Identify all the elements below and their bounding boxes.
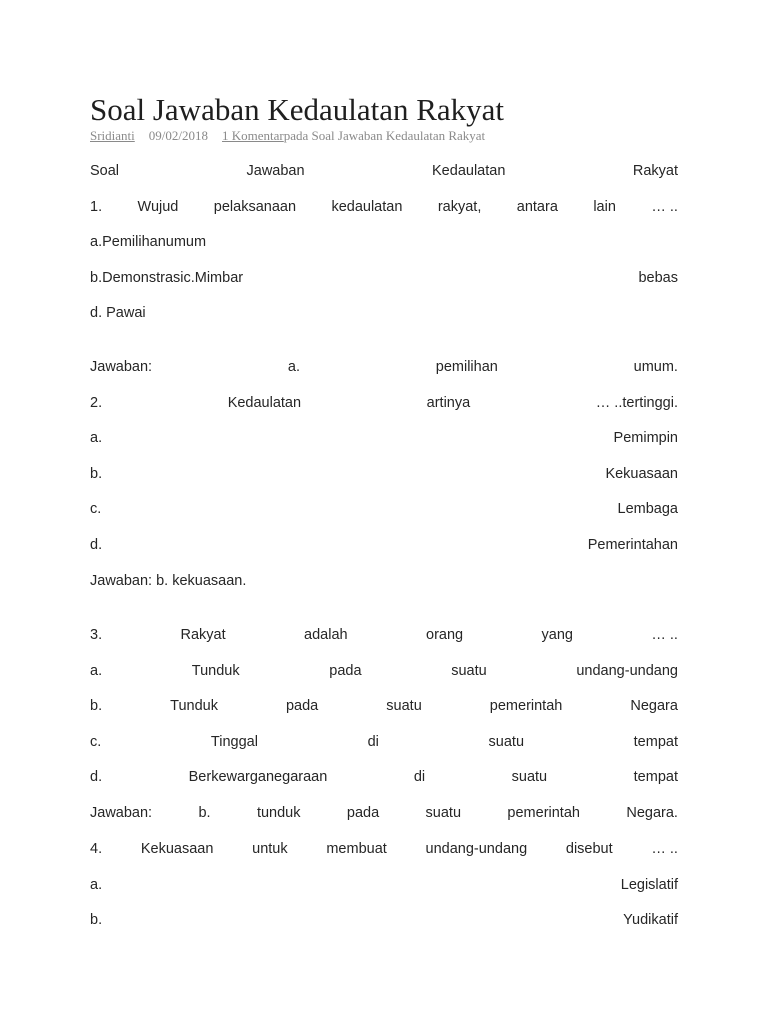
word: Tunduk xyxy=(170,698,218,714)
text-line xyxy=(90,572,678,590)
text-line xyxy=(90,233,678,251)
text-line xyxy=(90,733,678,751)
word: b.Demonstrasic.Mimbar xyxy=(90,270,244,286)
word: Kedaulatan xyxy=(432,163,506,179)
word: … .. xyxy=(651,199,678,215)
word: 4. xyxy=(90,841,103,857)
article-title: Soal Jawaban Kedaulatan Rakyat xyxy=(90,92,505,127)
word: di xyxy=(367,734,379,750)
word: umum. xyxy=(633,359,678,375)
word: pemerintah xyxy=(507,805,580,821)
text-line xyxy=(90,876,678,894)
word: disebut xyxy=(565,841,613,857)
word: Rakyat xyxy=(632,163,678,179)
word: Kekuasaan xyxy=(140,841,214,857)
word: Soal xyxy=(90,163,120,179)
text-line xyxy=(90,394,678,412)
word: b. xyxy=(90,466,103,482)
word: d. Pawai xyxy=(90,305,146,321)
text-line xyxy=(90,304,678,322)
word: Jawaban: b. kekuasaan. xyxy=(90,573,247,589)
word: Negara xyxy=(630,698,678,714)
word: d. xyxy=(90,769,103,785)
word: suatu xyxy=(488,734,525,750)
word: a. xyxy=(90,430,103,446)
word: a.Pemilihanumum xyxy=(90,234,207,250)
text-line xyxy=(90,500,678,518)
word: Wujud xyxy=(137,199,179,215)
word: Lembaga xyxy=(617,501,678,517)
text-line xyxy=(90,162,678,180)
post-date: 09/02/2018 xyxy=(148,128,209,143)
word: undang-undang xyxy=(425,841,528,857)
word: pada xyxy=(285,698,319,714)
word: suatu xyxy=(511,769,548,785)
text-line xyxy=(90,840,678,858)
text-line xyxy=(90,536,678,554)
word: b. xyxy=(90,698,103,714)
word: Kekuasaan xyxy=(605,466,678,482)
word: 2. xyxy=(90,395,103,411)
word: tempat xyxy=(633,769,678,785)
word: kedaulatan xyxy=(331,199,403,215)
word: orang xyxy=(426,627,464,643)
word: a. xyxy=(90,877,103,893)
word: pada xyxy=(346,805,380,821)
text-line xyxy=(90,198,678,216)
text-line xyxy=(90,662,678,680)
word: lain xyxy=(593,199,616,215)
word: antara xyxy=(516,199,558,215)
comments-link[interactable]: 1 Komentar xyxy=(222,128,284,143)
text-line xyxy=(90,429,678,447)
word: bebas xyxy=(638,270,678,286)
word: Berkewarganegaraan xyxy=(188,769,328,785)
word: a. xyxy=(90,663,103,679)
word: Rakyat xyxy=(180,627,226,643)
word: rakyat, xyxy=(437,199,482,215)
word: Jawaban: xyxy=(90,359,153,375)
word: suatu xyxy=(451,663,487,679)
word: 3. xyxy=(90,627,103,643)
word: Yudikatif xyxy=(623,912,678,928)
word: pelaksanaan xyxy=(213,199,297,215)
word: a. xyxy=(287,359,300,375)
text-line xyxy=(90,465,678,483)
word: d. xyxy=(90,537,103,553)
word: Kedaulatan xyxy=(227,395,302,411)
word: Tinggal xyxy=(210,734,258,750)
text-line xyxy=(90,358,678,376)
word: Legislatif xyxy=(620,877,678,893)
text-line xyxy=(90,804,678,822)
word: artinya xyxy=(426,395,471,411)
article-meta xyxy=(90,128,485,144)
word: Jawaban xyxy=(246,163,305,179)
text-line xyxy=(90,911,678,929)
text-line xyxy=(90,768,678,786)
word: Jawaban: xyxy=(90,805,153,821)
word: Pemerintahan xyxy=(587,537,678,553)
word: suatu xyxy=(386,698,422,714)
word: … .. xyxy=(651,841,678,857)
word: … ..tertinggi. xyxy=(595,395,678,411)
word: di xyxy=(413,769,426,785)
word: c. xyxy=(90,501,102,517)
word: c. xyxy=(90,734,102,750)
word: suatu xyxy=(425,805,462,821)
word: … .. xyxy=(651,627,678,643)
word: tunduk xyxy=(256,805,301,821)
word: pemerintah xyxy=(489,698,563,714)
word: tempat xyxy=(633,734,678,750)
text-line xyxy=(90,697,678,715)
author-link[interactable]: Sridianti xyxy=(90,128,135,143)
word: b. xyxy=(90,912,103,928)
word: adalah xyxy=(304,627,348,643)
comments-suffix: pada Soal Jawaban Kedaulatan Rakyat xyxy=(283,128,486,143)
text-line xyxy=(90,626,678,644)
text-line xyxy=(90,269,678,287)
word: yang xyxy=(541,627,573,643)
word: pemilihan xyxy=(435,359,498,375)
word: b. xyxy=(198,805,211,821)
word: Pemimpin xyxy=(613,430,678,446)
word: 1. xyxy=(90,199,103,215)
word: pada xyxy=(329,663,362,679)
word: Negara. xyxy=(626,805,678,821)
word: membuat xyxy=(326,841,387,857)
word: untuk xyxy=(252,841,288,857)
word: Tunduk xyxy=(191,663,240,679)
word: undang-undang xyxy=(576,663,678,679)
